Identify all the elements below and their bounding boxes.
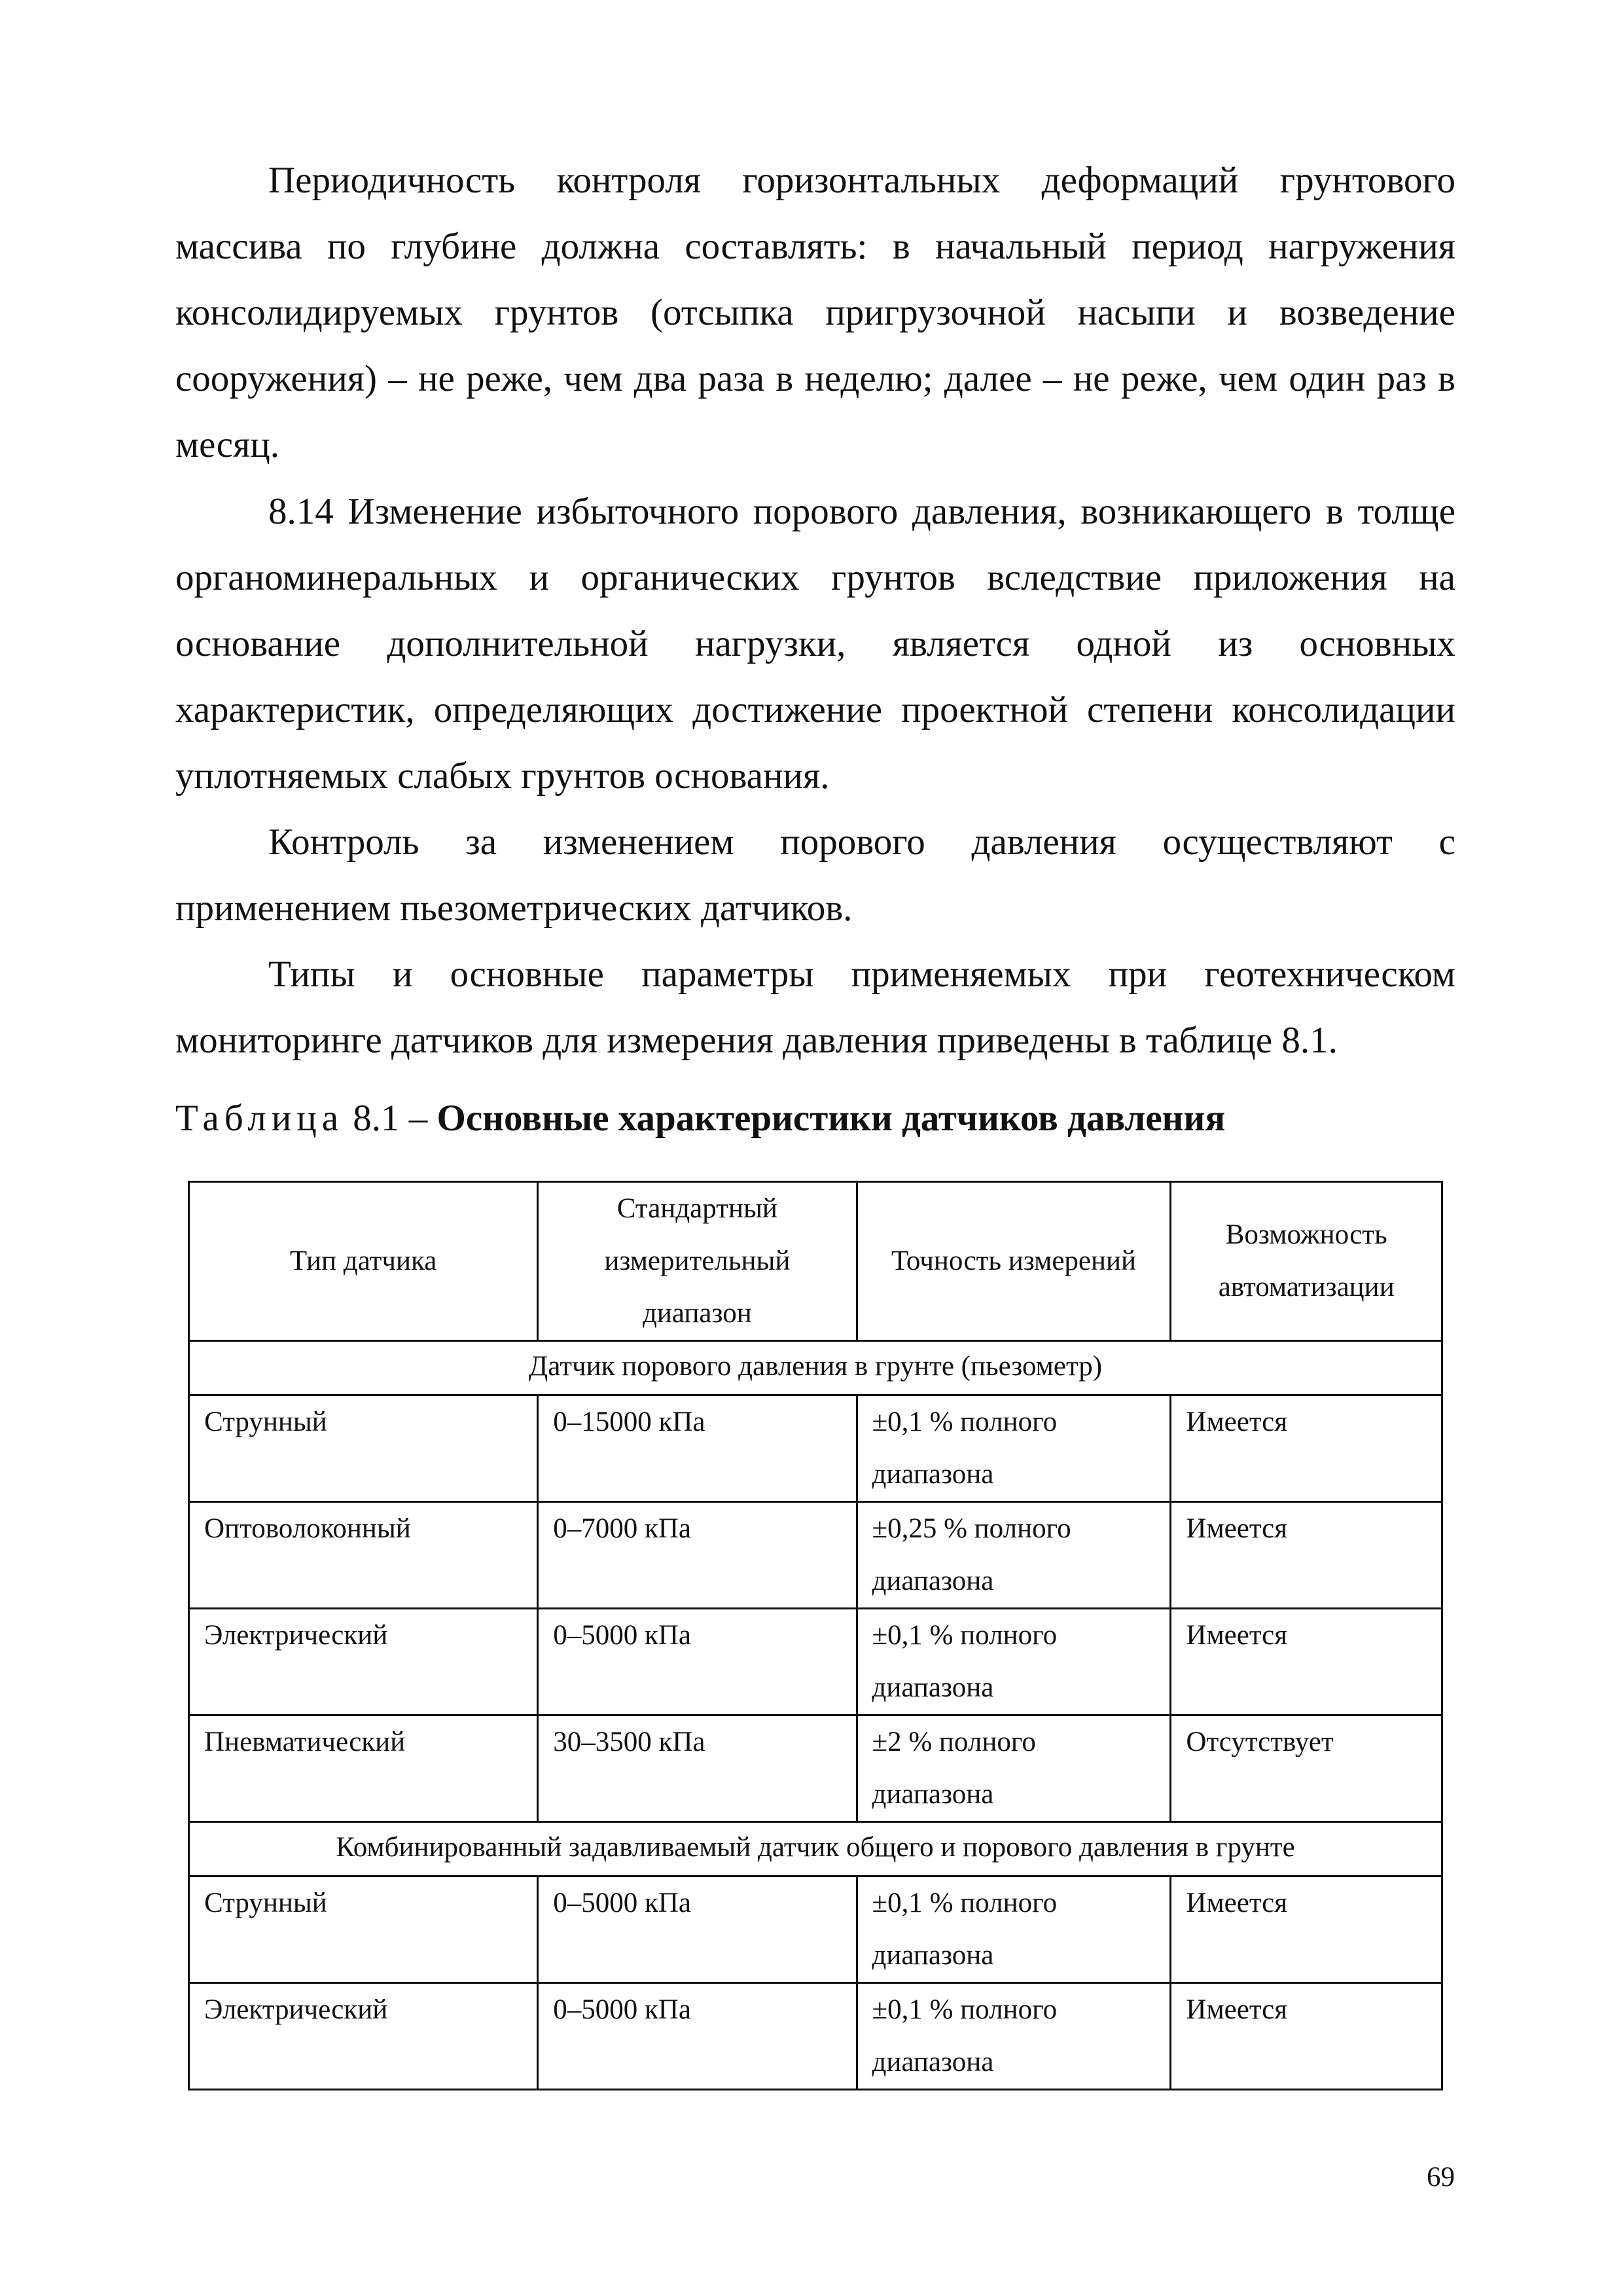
table-row (189, 1876, 1442, 1983)
cell-range: 0–15000 кПа (538, 1395, 857, 1502)
cell-range: 0–5000 кПа (538, 1983, 857, 2090)
header-accuracy: Точность измерений (857, 1182, 1171, 1341)
table-row (189, 1502, 1442, 1609)
cell-accuracy: ±2 % полного диапазона (857, 1715, 1171, 1822)
cell-range: 0–5000 кПа (538, 1609, 857, 1715)
page-number: 69 (1427, 2162, 1455, 2193)
table-row (189, 1715, 1442, 1822)
table-row (189, 1609, 1442, 1715)
table-caption-number: 8.1 – (344, 1098, 437, 1139)
cell-automation: Имеется (1171, 1609, 1442, 1715)
paragraph-deformation-control: Периодичность контроля горизонтальных деформаций грунтового массива по глубине должна составлять: в начальный период нагружения консолидируемых грунтов (отсыпка пригрузочной насыпи и возведение сооружения) – не реже, чем два раза в неделю; далее – не реже, чем один раз в месяц. (175, 160, 1455, 465)
cell-accuracy: ±0,1 % полного диапазона (857, 1609, 1171, 1715)
cell-range: 30–3500 кПа (538, 1715, 857, 1822)
cell-type: Пневматический (189, 1715, 538, 1822)
cell-type: Струнный (189, 1395, 538, 1502)
header-sensor-type: Тип датчика (189, 1182, 538, 1341)
header-automation: Возможность автоматизации (1171, 1182, 1442, 1341)
sensor-characteristics-table (188, 1181, 1443, 2090)
cell-automation: Имеется (1171, 1502, 1442, 1609)
cell-type: Электрический (189, 1609, 538, 1715)
paragraph-table-reference: Типы и основные параметры применяемых при геотехническом мониторинге датчиков для измерения давления приведены в таблице 8.1. (175, 954, 1455, 1061)
cell-automation: Имеется (1171, 1983, 1442, 2090)
table-caption-label: Таблица (175, 1098, 344, 1139)
cell-range: 0–7000 кПа (538, 1502, 857, 1609)
table-row (189, 1983, 1442, 2090)
cell-type: Электрический (189, 1983, 538, 2090)
header-measurement-range: Стандартный измерительный диапазон (538, 1182, 857, 1341)
cell-automation: Имеется (1171, 1876, 1442, 1983)
table-section-row (189, 1822, 1442, 1876)
cell-automation: Отсутствует (1171, 1715, 1442, 1822)
paragraph-piezometric-control: Контроль за изменением порового давления осуществляют с применением пьезометрических датчиков. (175, 821, 1455, 929)
table-header-row (189, 1182, 1442, 1341)
cell-automation: Имеется (1171, 1395, 1442, 1502)
cell-type: Оптоволоконный (189, 1502, 538, 1609)
cell-type: Струнный (189, 1876, 538, 1983)
cell-accuracy: ±0,1 % полного диапазона (857, 1876, 1171, 1983)
cell-accuracy: ±0,1 % полного диапазона (857, 1395, 1171, 1502)
table-caption-title: Основные характеристики датчиков давления (437, 1098, 1226, 1139)
section-title-piezometer: Датчик порового давления в грунте (пьезометр) (189, 1341, 1442, 1395)
section-title-combined: Комбинированный задавливаемый датчик общего и порового давления в грунте (189, 1822, 1442, 1876)
cell-range: 0–5000 кПа (538, 1876, 857, 1983)
table-row (189, 1395, 1442, 1502)
table-section-row (189, 1341, 1442, 1395)
cell-accuracy: ±0,25 % полного диапазона (857, 1502, 1171, 1609)
paragraph-pore-pressure: 8.14 Изменение избыточного порового давления, возникающего в толще органоминеральных и органических грунтов вследствие приложения на основание дополнительной нагрузки, является одной из основных характеристик, определяющих достижение проектной степени консолидации уплотняемых слабых грунтов основания. (175, 491, 1455, 797)
table-caption (175, 1092, 1225, 1145)
cell-accuracy: ±0,1 % полного диапазона (857, 1983, 1171, 2090)
